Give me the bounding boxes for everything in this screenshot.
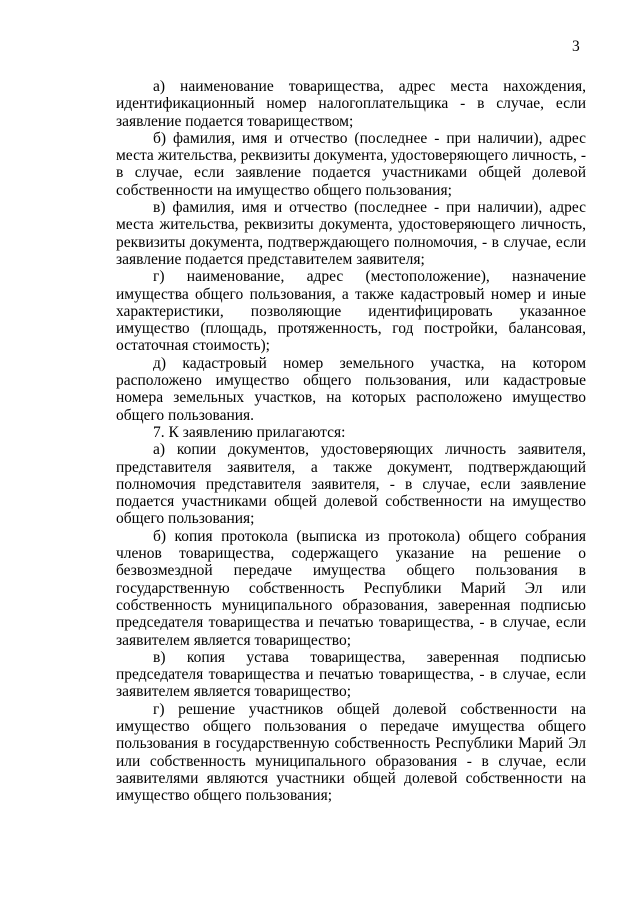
paragraph-attachment-a-identity-copies: а) копии документов, удостоверяющих личность заявителя, представителя заявителя, а также документ, подтверждающий полномочия представителя заявителя, - в случае, если заявление подается участниками общей долевой собственности на имущество общего пользования;: [116, 441, 586, 528]
paragraph-attachment-g-owners-decision: г) решение участников общей долевой собственности на имущество общего пользования о передаче имущества общего пользования в государственную собственность Республики Марий Эл или собственность муниципального образования - в случае, если заявителями являются участники общей долевой собственности на имущество общего пользования;: [116, 700, 586, 805]
paragraph-attachment-b-protocol-copy: б) копия протокола (выписка из протокола) общего собрания членов товарищества, содержащего указание на решение о безвозмездной передаче имущества общего пользования в государственную собственность Республики Марий Эл или собственность муниципального образования, заверенная подписью председателя товарищества и печатью товарищества, - в случае, если заявителем является товарищество;: [116, 527, 586, 649]
document-body: [116, 78, 586, 804]
paragraph-attachment-v-charter-copy: в) копия устава товарищества, заверенная подписью председателя товарищества и печатью товарищества, - в случае, если заявителем является товарищество;: [116, 648, 586, 701]
page-number: 3: [572, 38, 580, 55]
paragraph-item-a-partnership-details: а) наименование товарищества, адрес места нахождения, идентификационный номер налогоплательщика - в случае, если заявление подается товариществом;: [116, 78, 586, 130]
paragraph-section-7-heading: 7. К заявлению прилагаются:: [153, 423, 346, 441]
paragraph-item-g-property-details: г) наименование, адрес (местоположение), назначение имущества общего пользования, а также кадастровый номер и иные характеристики, позволяющие идентифицировать указанное имущество (площадь, протяженность, год постройки, балансовая, остаточная стоимость);: [116, 268, 586, 355]
paragraph-item-v-representative-details: в) фамилия, имя и отчество (последнее - при наличии), адрес места жительства, реквизиты документа, удостоверяющего личность, реквизиты документа, подтверждающего полномочия, - в случае, если заявление подается представителем заявителя;: [116, 199, 586, 268]
paragraph-item-b-owner-details: б) фамилия, имя и отчество (последнее - при наличии), адрес места жительства, реквизиты документа, удостоверяющего личность, - в случае, если заявление подается участниками общей долевой собственности на имущество общего пользования;: [116, 129, 586, 199]
paragraph-item-d-cadastral-numbers: д) кадастровый номер земельного участка, на котором расположено имущество общего пользования, или кадастровые номера земельных участков, на которых расположено имущество общего пользования.: [116, 354, 586, 424]
